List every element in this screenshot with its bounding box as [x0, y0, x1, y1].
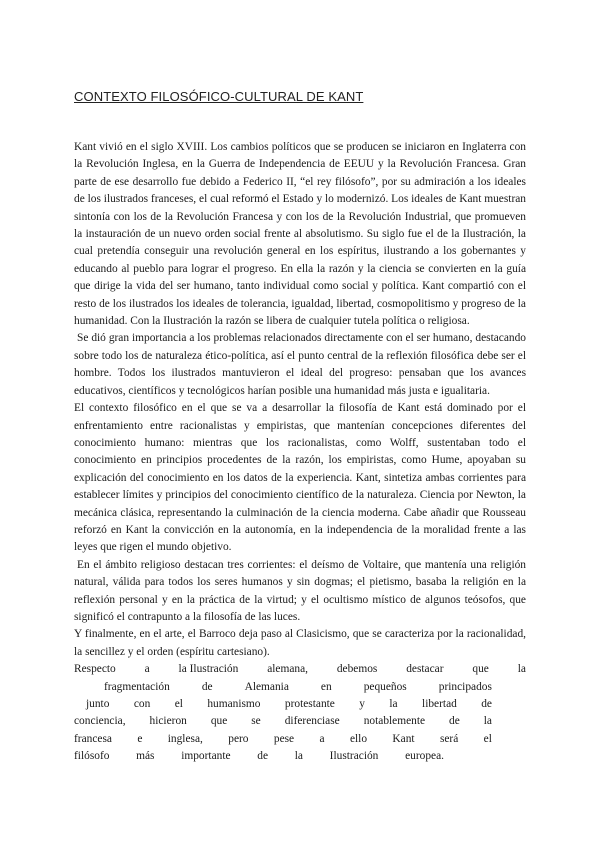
final-paragraph-line: conciencia, hicieron que se diferenciase notablemente de la	[74, 715, 492, 728]
paragraph-human-problems: Se dió gran importancia a los problemas relacionados directamente con el ser humano, destacando sobre todo los de naturaleza ético-política, así el punto central de la reflexión filosófica debe ser el hombre. Todos los ilustrados mantuvieron el ideal del progreso: pensaban que los avances educativos, científicos y tecnológicos harían posible una humanidad más justa e igualitaria.	[74, 332, 526, 397]
paragraph-context-history: Kant vivió en el siglo XVIII. Los cambios políticos que se producen se iniciaron en Inglaterra con la Revolución Inglesa, en la Guerra de Independencia de EEUU y la Revolución Francesa. Gran parte de ese desarrollo fue debido a Federico II, “el rey filósofo”, por su admiración a los ideales de los ilustrados franceses, el cual reformó el Estado y lo modernizó. Los ideales de Kant muestran sintonía con los de la Revolución Francesa y con los de la Revolución Industrial, que promueven la instauración de un nuevo orden social frente al absolutismo. Su siglo fue el de la Ilustración, la cual pretendía conseguir una revolución general en los espíritus, ilustrando a los gobernantes y educando al pueblo para lograr el progreso. En ella la razón y la ciencia se convierten en la guía que dirige la vida del ser humano, tanto individual como social y política. Kant compartió con el resto de los ilustrados los ideales de tolerancia, igualdad, libertad, cosmopolitismo y progreso de la humanidad. Con la Ilustración la razón se libera de cualquier tutela política o religiosa.	[74, 141, 526, 328]
final-paragraph-line: fragmentación de Alemania en pequeños principados	[104, 680, 492, 693]
paragraph-german-enlightenment	[74, 661, 526, 765]
final-paragraph-line: junto con el humanismo protestante y la libertad de	[86, 697, 492, 710]
paragraph-philosophical-context: El contexto filosófico en el que se va a desarrollar la filosofía de Kant está dominado por el enfrentamiento entre racionalistas y empiristas, que mantenían concepciones diferentes del conocimiento humano: mientras que los racionalistas, como Wolff, sustentaban todo el conocimiento en principios procedentes de la razón, los empiristas, como Hume, apoyaban su explicación del conocimiento en los datos de la experiencia. Kant, sintetiza ambas corrientes para establecer límites y principios del conocimiento científico de la naturaleza. Ciencia por Newton, la mecánica clásica, representando la culminación de la ciencia moderna. Cabe añadir que Rousseau reforzó en Kant la convicción en la autonomía, en la independencia de la moralidad frente a las leyes que rigen el mundo objetivo.	[74, 402, 526, 554]
document-body	[74, 139, 526, 766]
final-paragraph-line: Respecto a la Ilustración alemana, debemos destacar que la	[74, 663, 526, 676]
final-paragraph-line: filósofo más importante de la Ilustración europea.	[74, 750, 444, 763]
final-paragraph-line: francesa e inglesa, pero pese a ello Kant será el	[74, 732, 492, 745]
paragraph-art: Y finalmente, en el arte, el Barroco deja paso al Clasicismo, que se caracteriza por la racionalidad, la sencillez y el orden (espíritu cartesiano).	[74, 628, 526, 658]
document-title: CONTEXTO FILOSÓFICO-CULTURAL DE KANT	[74, 89, 364, 104]
paragraph-religious-currents: En el ámbito religioso destacan tres corrientes: el deísmo de Voltaire, que mantenía una religión natural, válida para todos los seres humanos y sin dogmas; el pietismo, basaba la religión en la reflexión personal y en la práctica de la virtud; y el ocultismo místico de algunos teósofos, que significó el contrapunto a la filosofía de las luces.	[74, 558, 526, 623]
